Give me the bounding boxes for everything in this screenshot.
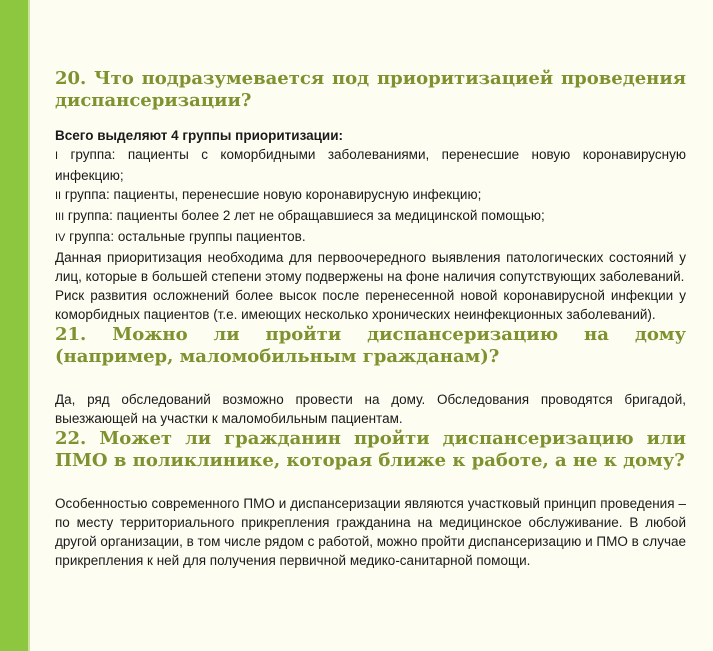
group-number: III (55, 211, 65, 223)
group-item-1 (55, 145, 686, 185)
section-20-paragraph-2: Риск развития осложнений более высок после перенесенной новой коронавирусной инфекции у коморбидных пациентов (т.е. имеющих несколько хронических неинфекционных заболеваний). (55, 288, 686, 322)
left-accent-line (28, 0, 30, 651)
group-text: группа: пациенты более 2 лет не обращавшиеся за медицинской помощью; (64, 208, 545, 223)
group-number: IV (55, 232, 66, 244)
group-number: I (55, 150, 59, 162)
group-number: II (55, 190, 62, 202)
group-item-3 (55, 206, 686, 227)
section-22-paragraph: Особенностью современного ПМО и диспансеризации являются участковый принцип проведения – по месту территориального прикрепления гражданина на медицинское обслуживание. В любой другой организации, в том числе рядом с работой, можно пройти диспансеризацию и ПМО в случае прикрепления к ней для получения первичной медико-санитарной помощи. (55, 496, 686, 568)
group-text: группа: пациенты с коморбидными заболеваниями, перенесшие новую коронавирусную инфекцию; (55, 147, 686, 183)
section-20-paragraph-1: Данная приоритизация необходима для первоочередного выявления патологических состояний у лиц, которые в большей степени этому подвержены на фоне наличия сопутствующих заболеваний. (55, 250, 686, 284)
group-text: группа: остальные группы пациентов. (65, 229, 306, 244)
group-item-2 (55, 185, 686, 206)
groups-lead: Всего выделяют 4 группы приоритизации: (55, 128, 344, 143)
left-accent-bar (0, 0, 28, 651)
document-body (55, 68, 686, 570)
group-item-4 (55, 227, 686, 248)
group-text: группа: пациенты, перенесшие новую коронавирусную инфекцию; (61, 187, 482, 202)
section-22-heading: 22. Может ли гражданин пройти диспансеризацию или ПМО в поликлинике, которая ближе к работе, а не к дому? (55, 428, 686, 471)
section-20-heading: 20. Что подразумевается под приоритизацией проведения диспансеризации? (55, 68, 686, 111)
section-21-paragraph: Да, ряд обследований возможно провести на дому. Обследования проводятся бригадой, выезжающей на участки к маломобильным пациентам. (55, 392, 686, 426)
section-21-heading: 21. Можно ли пройти диспансеризацию на дому (например, маломобильным гражданам)? (55, 324, 686, 367)
